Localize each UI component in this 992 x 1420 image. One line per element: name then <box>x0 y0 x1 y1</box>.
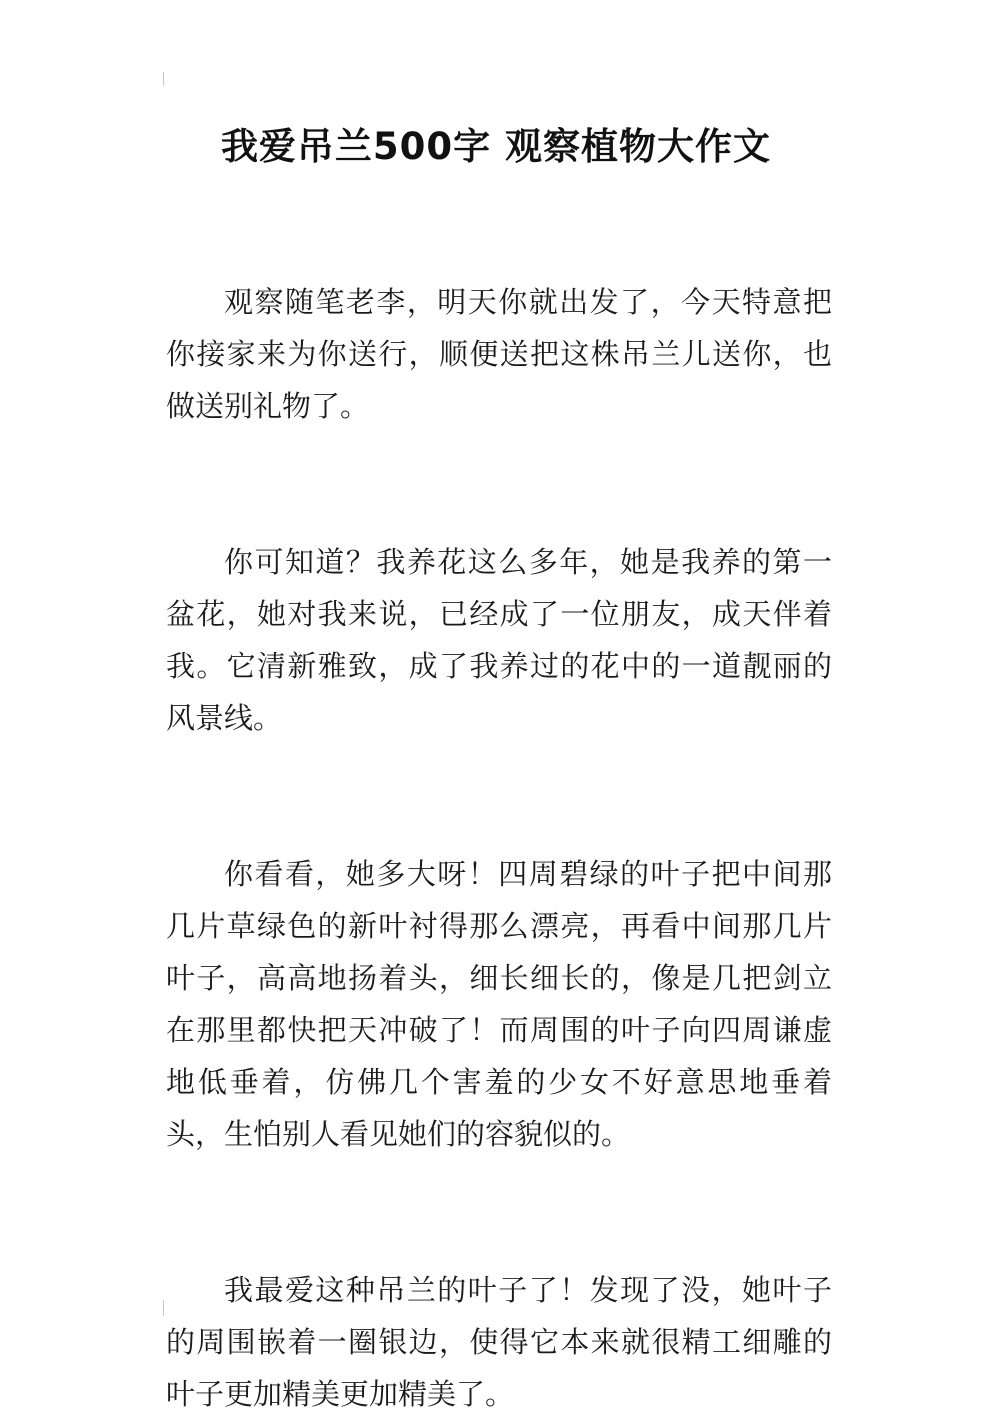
crop-mark-top <box>163 72 164 86</box>
crop-mark-bottom <box>163 1300 164 1316</box>
paragraph: 观察随笔老李，明天你就出发了，今天特意把你接家来为你送行，顺便送把这株吊兰儿送你，也做送别礼物了。 <box>166 285 832 423</box>
document-body <box>166 276 832 1420</box>
paragraph: 我最爱这种吊兰的叶子了！发现了没，她叶子的周围嵌着一圈银边，使得它本来就很精工细雕的叶子更加精美更加精美了。 <box>166 1273 832 1411</box>
paragraph: 你可知道？我养花这么多年，她是我养的第一盆花，她对我来说，已经成了一位朋友，成天伴着我。它清新雅致，成了我养过的花中的一道靓丽的风景线。 <box>166 545 832 735</box>
paragraph: 你看看，她多大呀！四周碧绿的叶子把中间那几片草绿色的新叶衬得那么漂亮，再看中间那几片叶子，高高地扬着头，细长细长的，像是几把剑立在那里都快把天冲破了！而周围的叶子向四周谦虚地低垂着，仿佛几个害羞的少女不好意思地垂着头，生怕别人看见她们的容貌似的。 <box>166 857 832 1151</box>
document-title: 我爱吊兰500字 观察植物大作文 <box>220 125 772 168</box>
